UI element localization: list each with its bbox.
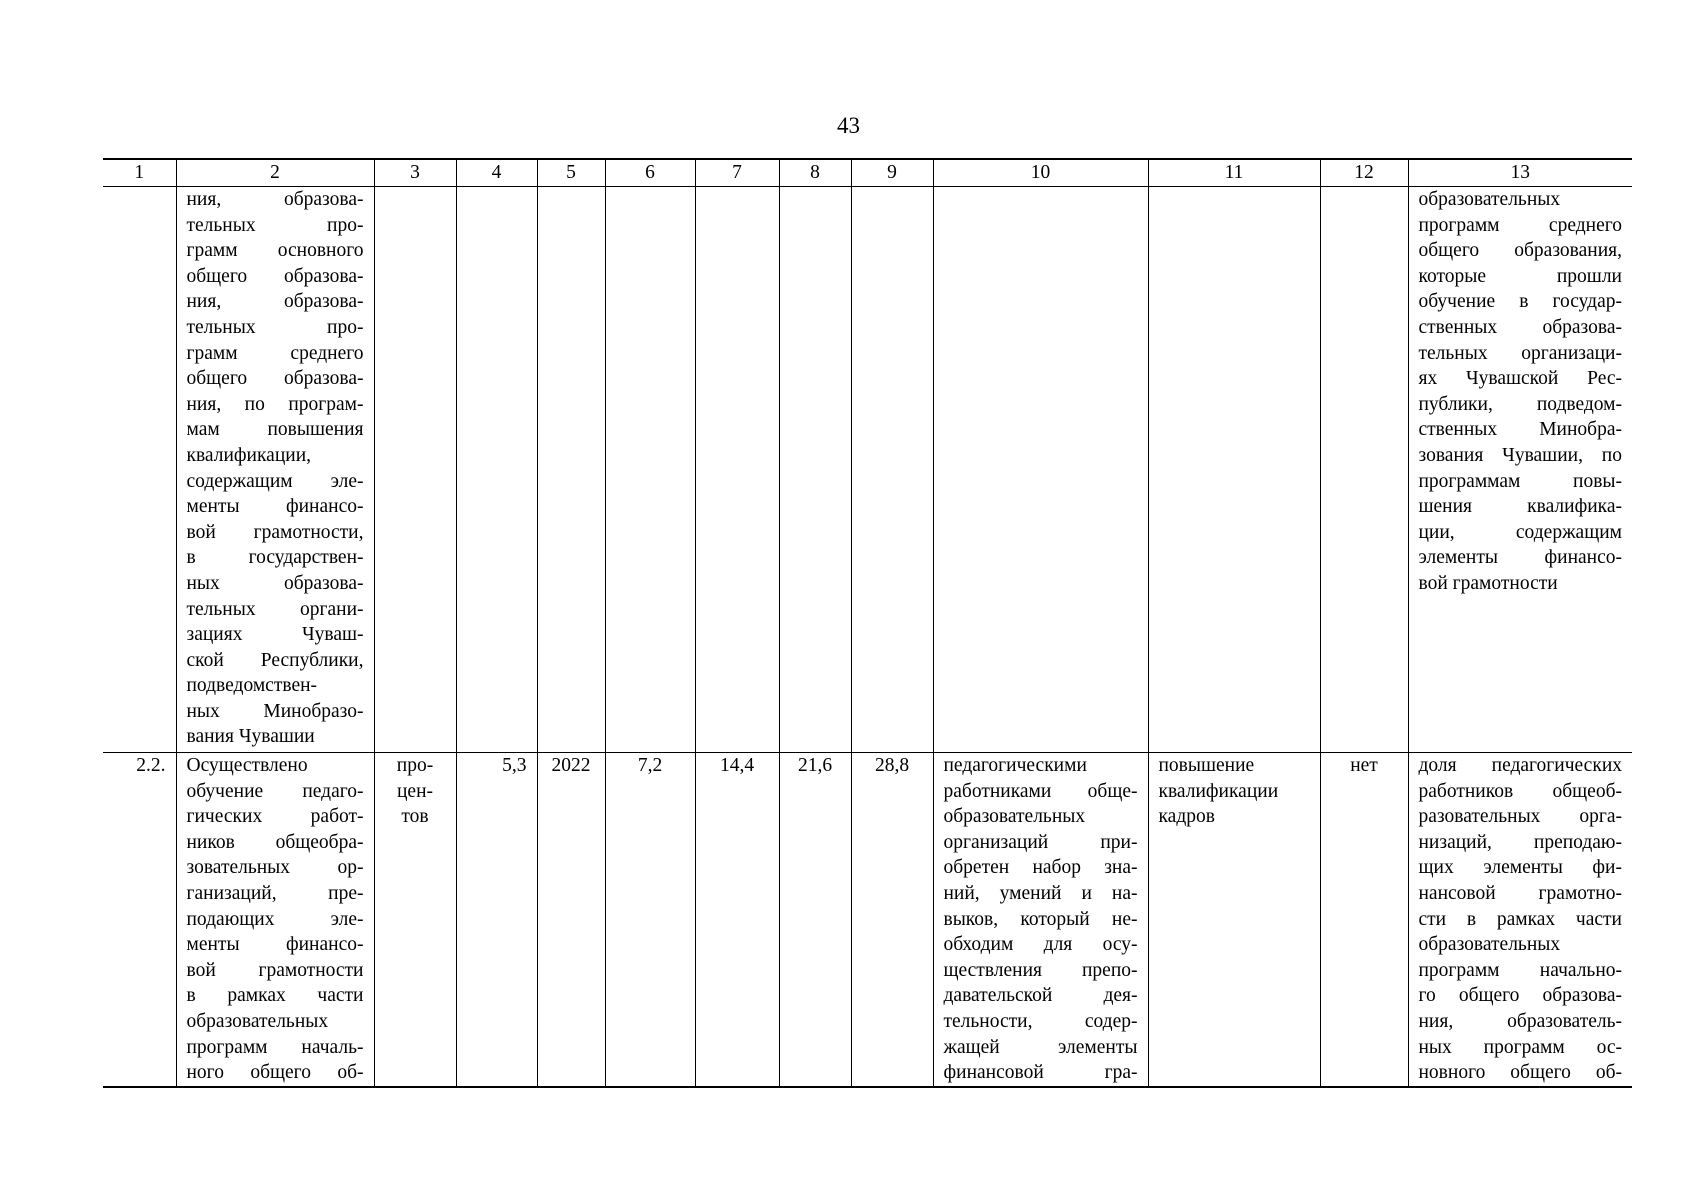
text-line: вания Чувашии [186,726,315,748]
text-line: тельности, содер- [943,1010,1138,1032]
table-row [103,753,1632,1087]
text-line: педагогическими [943,755,1087,776]
text-line: новного общего об- [1418,1062,1622,1084]
text-line: давательской дея- [943,985,1138,1007]
text-line: разовательных орга- [1418,806,1622,828]
text-line: кадров [1158,806,1215,828]
text-line: ния, по програм- [186,393,364,415]
text-line: щих элементы фи- [1418,857,1622,879]
column-number: 6 [605,159,695,187]
text-line: обретен набор зна- [943,857,1138,879]
text-line: тов [401,806,429,828]
base-value-cell: 5,3 [456,753,537,1087]
text-line: тельных организаци- [1418,342,1622,364]
table-cell [1148,187,1320,753]
text-line: общего образова- [186,368,364,390]
text-line: ных Минобразо- [186,700,364,722]
text-line: образовательных [186,1010,329,1032]
text-line: ного общего об- [186,1062,364,1084]
text-line: образовательных [1418,189,1561,210]
text-line: общего образования, [1418,240,1622,262]
table-cell [605,187,695,753]
text-line: ганизаций, пре- [186,882,364,904]
text-line: организаций при- [943,831,1138,853]
text-line: публики, подведом- [1418,393,1622,415]
text-line: доля педагогических [1418,755,1622,776]
column-number: 9 [851,159,933,187]
column-number: 13 [1408,159,1632,187]
text-line: го общего образова- [1418,985,1622,1007]
table-cell [1320,187,1408,753]
text-line: ществления препо- [943,959,1138,981]
text-line: работников общеоб- [1418,780,1622,802]
text-line: менты финансо- [186,934,364,956]
text-line: зовательных ор- [186,857,364,879]
text-line: ния, образова- [186,291,364,313]
column-number: 7 [695,159,779,187]
text-line: образовательных [1418,934,1561,956]
text-line: ний, умений и на- [943,882,1138,904]
text-line: мам повышения [186,419,364,441]
measure-description-cell [176,753,374,1087]
table-cell [851,187,933,753]
value-cell: 14,4 [695,753,779,1087]
text-line: зования Чувашии, по [1418,444,1622,466]
column-number: 3 [374,159,456,187]
table-cell [537,187,605,753]
table-cell [103,187,176,753]
table-row [103,187,1632,753]
measure-description-cell [176,187,374,753]
text-line: ственных образова- [1418,316,1622,338]
text-line: ных образова- [186,572,364,594]
text-line: грамм среднего [186,342,364,364]
column-number: 11 [1148,159,1320,187]
text-line: зациях Чуваш- [186,624,364,646]
text-line: обучение педаго- [186,780,364,802]
result-description-cell [933,753,1148,1087]
row-number-cell: 2.2. [103,753,176,1087]
text-line: в рамках части [186,985,364,1007]
text-line: про- [396,755,434,776]
text-line: тельных про- [186,316,364,338]
text-line: жащей элементы [943,1036,1138,1058]
text-line: общего образова- [186,265,364,287]
base-year-cell: 2022 [537,753,605,1087]
text-line: ников общеобра- [186,831,364,853]
column-number: 10 [933,159,1148,187]
text-line: ных программ ос- [1418,1036,1622,1058]
indicators-table [103,158,1632,1088]
column-number: 12 [1320,159,1408,187]
text-line: вой грамотности [186,959,364,981]
text-line: программ началь- [186,1036,364,1058]
flag-cell: нет [1320,753,1408,1087]
text-line: ния, образова- [186,189,364,210]
text-line: ях Чувашской Рес- [1418,368,1622,390]
text-line: программ начально- [1418,959,1622,981]
indicator-description-cell [1408,187,1632,753]
text-line: работниками обще- [943,780,1138,802]
text-line: квалификации [1158,780,1279,802]
text-line: нансовой грамотно- [1418,882,1622,904]
text-line: ния, образователь- [1418,1010,1622,1032]
column-number: 2 [176,159,374,187]
text-line: программам повы- [1418,470,1622,492]
text-line: подающих эле- [186,908,364,930]
text-line: тельных про- [186,214,364,236]
text-line: в государствен- [186,547,364,569]
page-number: 43 [837,113,860,138]
column-number: 4 [456,159,537,187]
unit-cell [374,753,456,1087]
text-line: низаций, преподаю- [1418,831,1622,853]
text-line: вой грамотности, [186,521,364,543]
task-cell [1148,753,1320,1087]
text-line: грамм основного [186,240,364,262]
text-line: цен- [396,780,434,802]
table-cell [456,187,537,753]
value-cell: 7,2 [605,753,695,1087]
text-line: ции, содержащим [1418,521,1622,543]
text-line: финансовой гра- [943,1062,1138,1084]
text-line: вой грамотности [1418,572,1558,594]
indicator-description-cell [1408,753,1632,1087]
table-header-row [103,159,1632,187]
table-cell [933,187,1148,753]
text-line: элементы финансо- [1418,547,1622,569]
text-line: шения квалифика- [1418,496,1622,518]
text-line: ской Республики, [186,649,364,671]
text-line: сти в рамках части [1418,908,1622,930]
text-line: выков, который не- [943,908,1138,930]
column-number: 1 [103,159,176,187]
value-cell: 28,8 [851,753,933,1087]
table-cell [695,187,779,753]
text-line: квалификации, [186,444,312,466]
column-number: 5 [537,159,605,187]
value-cell: 21,6 [779,753,851,1087]
table-cell [374,187,456,753]
text-line: повышение [1158,755,1255,776]
text-line: гических работ- [186,806,364,828]
text-line: содержащим эле- [186,470,364,492]
text-line: обучение в государ- [1418,291,1622,313]
column-number: 8 [779,159,851,187]
text-line: образовательных [943,806,1086,828]
text-line: тельных органи- [186,598,364,620]
text-line: программ среднего [1418,214,1622,236]
table-cell [779,187,851,753]
text-line: которые прошли [1418,265,1622,287]
text-line: обходим для осу- [943,934,1138,956]
text-line: менты финансо- [186,496,364,518]
text-line: подведомствен- [186,675,318,697]
text-line: Осуществлено [186,755,308,776]
text-line: ственных Минобра- [1418,419,1622,441]
